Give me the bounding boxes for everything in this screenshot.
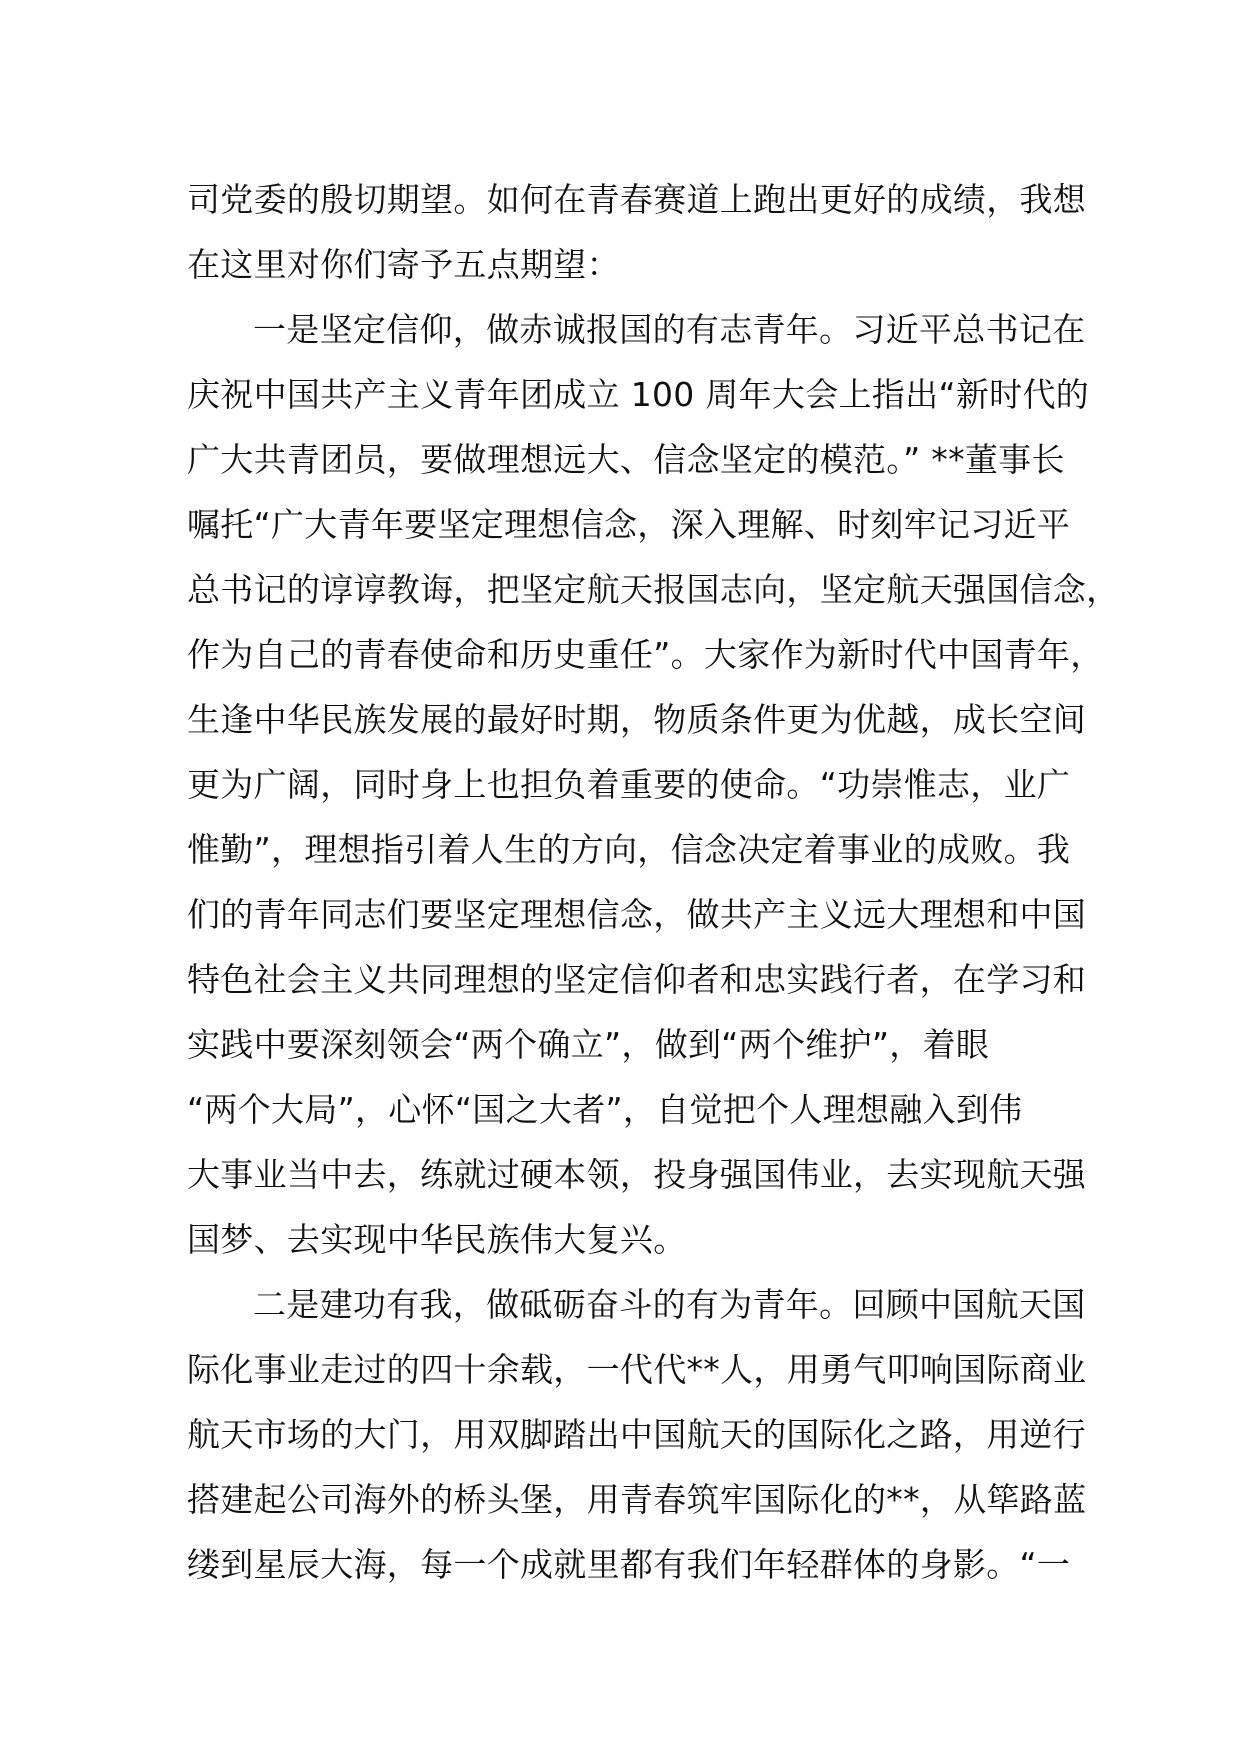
text-line: 作为自己的青春使命和历史重任”。大家作为新时代中国青年，	[187, 635, 1104, 674]
text-line: 国梦、去实现中华民族伟大复兴。	[187, 1220, 687, 1259]
text-line: 庆祝中国共产主义青年团成立 100 周年大会上指出“新时代的	[187, 375, 1090, 414]
text-line: 惟勤”，理想指引着人生的方向，信念决定着事业的成败。我	[187, 830, 1071, 869]
text-line: 嘱托“广大青年要坚定理想信念，深入理解、时刻牢记习近平	[187, 505, 1071, 544]
text-line: 际化事业走过的四十余载，一代代**人，用勇气叩响国际商业	[187, 1350, 1087, 1389]
text-line: 司党委的殷切期望。如何在青春赛道上跑出更好的成绩，我想	[187, 180, 1087, 219]
text-line: 实践中要深刻领会“两个确立”，做到“两个维护”，着眼	[187, 1025, 990, 1064]
text-line: 航天市场的大门，用双脚踏出中国航天的国际化之路，用逆行	[187, 1415, 1087, 1454]
text-line: 们的青年同志们要坚定理想信念，做共产主义远大理想和中国	[187, 895, 1087, 934]
text-line: 搭建起公司海外的桥头堡，用青春筑牢国际化的**，从筚路蓝	[187, 1480, 1087, 1519]
text-line: 广大共青团员，要做理想远大、信念坚定的模范。” **董事长	[187, 440, 1065, 479]
text-line: 缕到星辰大海，每一个成就里都有我们年轻群体的身影。“一	[187, 1545, 1071, 1584]
text-line: 更为广阔，同时身上也担负着重要的使命。“功崇惟志，业广	[187, 765, 1071, 804]
text-line: 在这里对你们寄予五点期望：	[187, 245, 620, 284]
text-line: 大事业当中去，练就过硬本领，投身强国伟业，去实现航天强	[187, 1155, 1087, 1194]
paragraph-start-line: 二是建功有我，做砥砺奋斗的有为青年。回顾中国航天国	[253, 1285, 1086, 1324]
text-line: 总书记的谆谆教诲，把坚定航天报国志向，坚定航天强国信念，	[187, 570, 1120, 609]
paragraph-start-line: 一是坚定信仰，做赤诚报国的有志青年。习近平总书记在	[253, 310, 1086, 349]
text-line: 生逢中华民族发展的最好时期，物质条件更为优越，成长空间	[187, 700, 1087, 739]
body-text	[187, 167, 1120, 1597]
text-line: 特色社会主义共同理想的坚定信仰者和忠实践行者，在学习和	[187, 960, 1087, 999]
text-line: “两个大局”，心怀“国之大者”，自觉把个人理想融入到伟	[187, 1090, 1023, 1129]
